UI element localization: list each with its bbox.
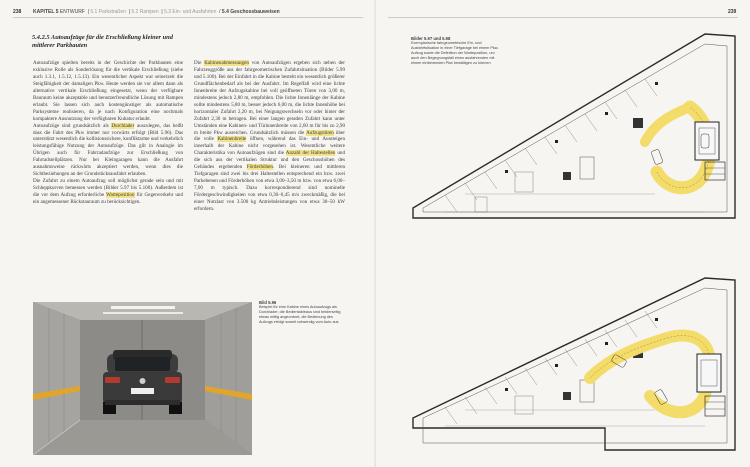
chapter-title: ENTWURF: [59, 9, 85, 15]
gutter: [374, 0, 376, 467]
text-run: von Autoaufzügen ergeben sich neben der Fahrzeuggröße aus der fahrgeometrischen Zufahrtsituation (Bilder 5.99 und 5.100). Bei der Einfahrt in die Kabine besteht ein wesentlich größerer Grundflächenbedarf als bei der Ausfahrt. Im Regelfall wird eine lichte Innenbreite der Aufzugskabine bei voll geöffneten Türen von 3,00 m, mindestens jedoch 2,80 m, empfohlen. Die lichte Innenlänge der Kabine sollte mindestens 5,80 m, besser jedoch 6,00 m, die lichte Innenhöhe bei horizontaler Zufahrt 2,20 m, bei Neigungswechseln vor oder hinter der Zufahrt 2,30 m betragen. Bei einer langen geraden Zufahrt kann unter Umständen eine Kabinen- und Türinnenbreite von 2,60 m für bis zu 2,90 m breite Pkw ausreichen. Grundsätzlich müssen die: [194, 60, 345, 136]
plans-caption-title: Bilder 5.97 und 5.98: [411, 36, 451, 41]
highlight-term: Förderhöhen: [246, 164, 273, 171]
text-run: und die sich aus der vertikalen Struktur und den Geschosshöhen des Gebäudes ergebenden: [194, 150, 346, 171]
header-rule-right: [388, 17, 738, 18]
crumb-1: 5.1 Parkstraßen: [90, 9, 126, 15]
text-run: Die Zufahrt zu einem Autoaufzug soll möglichst gerade sein und mit Schleppkurven bemessen werden (Bilder 5.97 bis 5.100). Außerdem ist die vor dem Aufzug erforderliche: [33, 178, 183, 199]
floor-plan-5-97: [405, 22, 740, 222]
highlight-term: Warteposition: [106, 192, 135, 199]
section-heading: 5.4.2.5 Autoaufzüge für die Erschließung kleiner und mittlerer Parkbauten: [32, 34, 173, 49]
floor-plan-drawing-1: [405, 22, 740, 222]
crumb-2: 5.2 Rampen: [131, 9, 159, 15]
chapter-label: KAPITEL 5: [33, 9, 59, 15]
paragraph-2: [33, 123, 183, 179]
page-number-left: 238: [13, 9, 22, 15]
text-run: über die volle: [194, 129, 345, 143]
paragraph-1: Autoaufzüge spielten bereits in der Geschichte der Parkbauten eine exklusive Rolle als Sonderlösung für die vertikale Erschließung (siehe auch 1.3.1, 1.5.12, 1.5.13). Ein wesentlicher Aspekt war seinerzeit die Steigfähigkeit der damaligen Pkw. Heute werden sie vor allem dann als alternative vertikale Erschließung eingesetzt, wenn der verfügbare Bauraum keine akzeptable und benutzerfreundliche Lösung mit Rampen erlaubt. Sie lassen sich auch kostengünstiger als automatische Parksysteme realisieren, da je nach Konfiguration eine nochmals kompaktere Ausnutzung der verfügbaren Kubatur erlaubt.: [33, 60, 183, 122]
plans-caption-text: Exemplarische fahrgeometrische Ein- und Ausfahrtsituation in einer Tiefgarage bei einem Pkw-Aufzug sowie die Definition der Warteposition, um auch den Begegnungsfall eines ausfahrenden mit einem einfahrenden Pkw bewältigen zu können: [411, 41, 499, 65]
text-column-left: [33, 60, 183, 206]
highlight-term: Kabinenbreite: [217, 136, 247, 143]
text-run: öffnen, während das Ein- und Aussteigen innerhalb der Kabine nicht vorgesehen ist. Wesentliche weitere Charakteristika von Autoaufzügen sind die: [194, 136, 345, 157]
paragraph-4: [194, 60, 345, 213]
text-run: für Gegenverkehr und ein angemessener Rückstauraum zu berücksichtigen.: [33, 192, 184, 206]
paragraph-3: [33, 178, 183, 206]
highlight-term: Kabinenabmessungen: [204, 60, 249, 66]
highlight-term: Anzahl der Haltestellen: [285, 150, 336, 157]
elevator-cabin-illustration: [33, 302, 252, 455]
text-run: auszulegen, das heißt dass die Fahrt des Pkw immer nur vorwärts erfolgt (Bild 5.96). Das unterstützt wesentlich die kollisionssichere, konfliktarme und verkehrlich leistungsfähige Nutzung der Autoaufzüge. Das gilt in Analogie im Übrigen auch für Fahrradaufzüge zur Erschließung von Fahrradstellplätzen. Nur bei Kleingaragen kann die Ausfahrt ausnahmsweise rückwärts akzeptiert werden, wenn dies die Sichtbeziehungen an der Grundstücksausfahrt erlauben.: [33, 122, 183, 178]
header-rule-left: [13, 17, 363, 18]
crumb-active: 5.4 Geschossbauweisen: [221, 9, 280, 15]
running-header: KAPITEL 5 ENTWURF | 5.1 Parkstraßen | 5.2 Rampen | 5.3 Ein- und Ausfahrten / 5.4 Geschossbauweisen: [33, 9, 280, 15]
elevator-photo: [33, 302, 252, 455]
page-number-right: 239: [728, 9, 737, 15]
floor-plan-5-98: [405, 268, 740, 458]
text-run: Autoaufzüge sind grundsätzlich als: [33, 122, 112, 129]
text-run: . Bei kleineren und mittleren Tiefgaragen sind zwei bis drei Haltestellen entsprechend ein bzw. zwei Parkebenen und Förderhöhen von etwa 3,00–3,50 m bzw. von etwa 6,00–7,00 m typisch. Dazu korrespondierend sind nominelle Fördergeschwindigkeiten von etwa 0,30–0,45 m/s zweckmäßig, die bei einer Nutzlast von 3.500 kg Antriebsleistungen von etwa 30–50 kW erfordern.: [194, 164, 345, 213]
text-run: Die: [194, 60, 205, 66]
photo-caption: [259, 300, 345, 325]
crumb-3: 5.3 Ein- und Ausfahrten: [164, 9, 217, 15]
highlight-term: Durchlader: [111, 122, 135, 129]
photo-caption-text: Beispiel für eine Kabine eines Autoaufzugs als Durchlader; die Bedientableaus sind beiderseitig etwas mittig angeordnet, die Bedienung des Aufzugs erfolgt soweit notwendig vom Auto aus: [259, 305, 341, 324]
highlight-term: Aufzugstüren: [306, 129, 334, 136]
floor-plan-drawing-2: [405, 268, 740, 458]
text-column-right: [194, 60, 345, 213]
photo-caption-title: Bild 5.96: [259, 300, 277, 305]
